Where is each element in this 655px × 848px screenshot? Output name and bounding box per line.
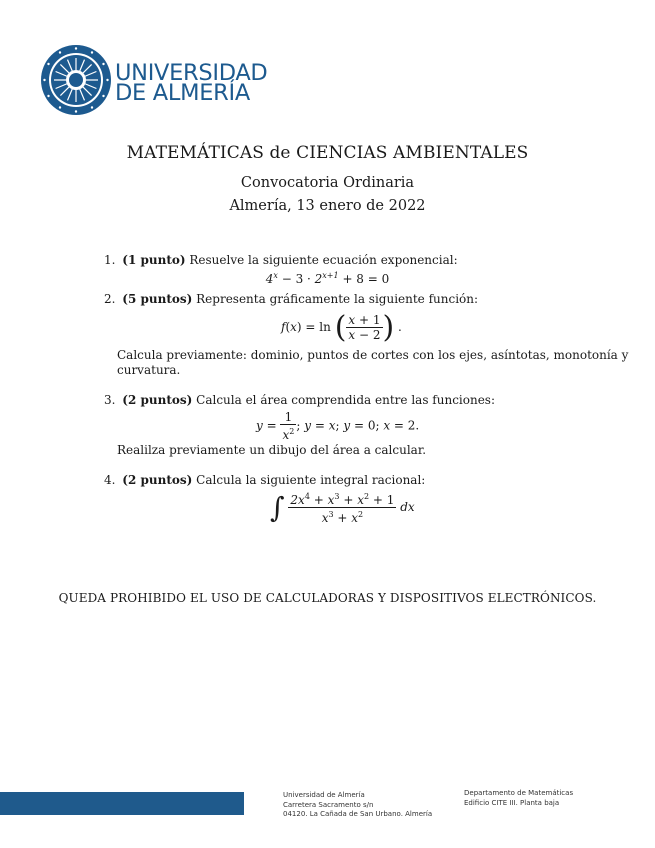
question-3-note: Realilza previamente un dibujo del área a calcular. <box>117 443 427 457</box>
question-1-text: Resuelve la siguiente ecuación exponencial: <box>189 253 458 267</box>
footer-address <box>283 791 432 820</box>
footer-color-bar <box>0 792 244 815</box>
question-2-function: f(x) = ln ( $\frac{x + 1}{x - 2}$ ) . <box>281 310 402 345</box>
question-1 <box>104 253 458 268</box>
calculator-prohibition-notice: QUEDA PROHIBIDO EL USO DE CALCULADORAS Y DISPOSITIVOS ELECTRÓNICOS. <box>58 591 597 605</box>
question-1-points: (1 punto) <box>122 253 186 267</box>
question-3 <box>104 393 495 408</box>
question-3-points: (2 puntos) <box>122 393 193 407</box>
question-2 <box>104 292 478 307</box>
question-3-text: Calcula el área comprendida entre las funciones: <box>196 393 496 407</box>
exam-title: MATEMÁTICAS de CIENCIAS AMBIENTALES <box>126 143 529 163</box>
question-2-points: (5 puntos) <box>122 292 193 306</box>
footer-address-line1: Universidad de Almería <box>283 791 365 799</box>
university-seal-icon <box>40 44 112 116</box>
footer-address-line2: Carretera Sacramento s/n <box>283 800 374 809</box>
footer-department-line2: Edificio CITE III. Planta baja <box>464 798 560 807</box>
question-2-note-line2: curvatura. <box>117 363 181 377</box>
footer-department <box>464 789 573 808</box>
question-3-number: 3. <box>104 393 116 407</box>
question-1-equation: $4^x - 3 \cdot 2^{x+1} + 8 = 0$ <box>265 271 390 286</box>
question-4-number: 4. <box>104 473 116 487</box>
question-4-text: Calcula la siguiente integral racional: <box>196 473 426 487</box>
question-3-functions: y = $\frac{1}{x^2}$ ; y = x; y = 0; x = 2. <box>256 410 420 442</box>
exam-subtitle: Convocatoria Ordinaria <box>240 175 415 191</box>
exam-place-date: Almería, 13 enero de 2022 <box>229 198 426 214</box>
question-1-number: 1. <box>104 253 116 267</box>
university-name-line2: DE ALMERÍA <box>115 80 250 106</box>
question-2-number: 2. <box>104 292 116 306</box>
university-name-line1: UNIVERSIDAD <box>115 60 268 86</box>
question-2-text: Representa gráficamente la siguiente función: <box>196 292 479 306</box>
question-4-points: (2 puntos) <box>122 473 193 487</box>
footer-address-line3: 04120. La Cañada de San Urbano. Almería <box>283 810 433 818</box>
question-4-integral: ∫ $\frac{2x^4 + x^3 + x^2 + 1}{x^3 + x^2}$ dx <box>270 491 415 525</box>
question-2-note-line1: Calcula previamente: dominio, puntos de cortes con los ejes, asíntotas, monotonía y <box>117 348 629 362</box>
university-name <box>115 60 268 106</box>
question-2-note <box>117 348 629 378</box>
question-4 <box>104 473 425 488</box>
university-logo <box>40 44 268 120</box>
footer-department-line1: Departamento de Matemáticas <box>464 789 574 797</box>
